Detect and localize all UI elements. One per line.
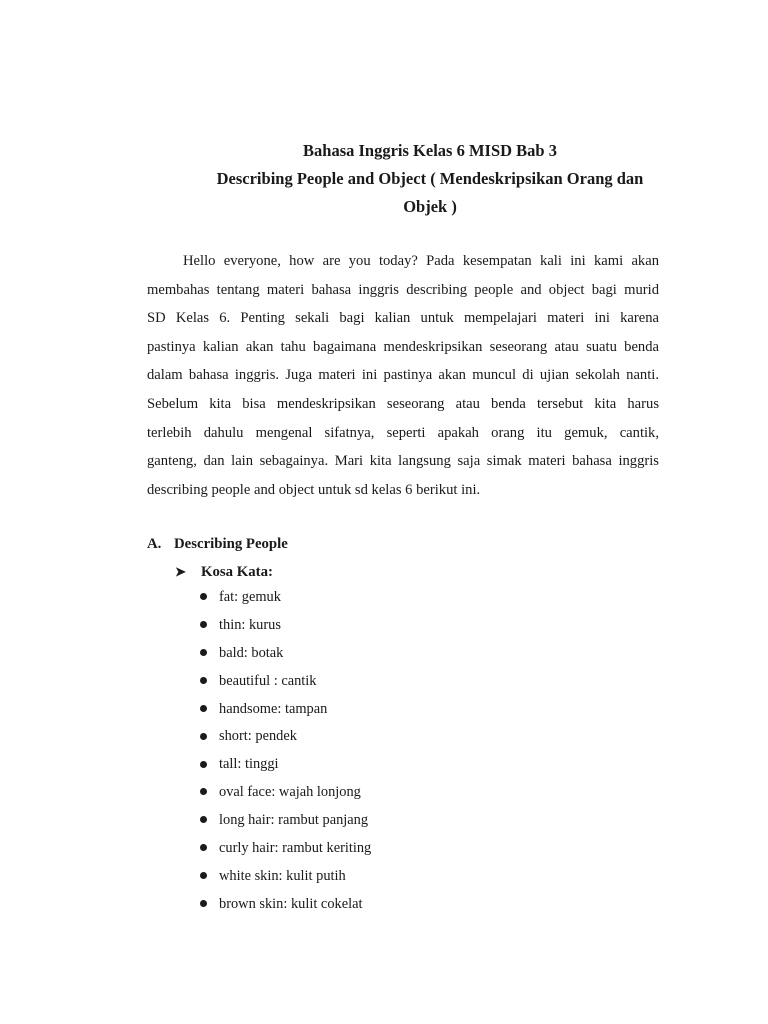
intro-paragraph (147, 247, 659, 504)
bullet-icon (200, 621, 207, 628)
bullet-icon (200, 844, 207, 851)
intro-line: describing people and object untuk sd kelas 6 berikut ini. (147, 481, 481, 498)
vocab-entry: oval face: wajah lonjong (219, 784, 361, 801)
list-item (200, 807, 371, 835)
intro-line: pastinya kalian akan tahu bagaimana mendeskripsikan seseorang atau suatu benda (147, 338, 659, 355)
kosa-kata-label: Kosa Kata: (201, 564, 273, 580)
section-a-marker: A. (147, 536, 162, 552)
list-item (200, 751, 371, 779)
document-title-line-3: Objek ) (403, 197, 457, 216)
document-title-line-1: Bahasa Inggris Kelas 6 MISD Bab 3 (303, 141, 557, 160)
vocab-list (200, 584, 371, 919)
list-item (200, 779, 371, 807)
intro-line: membahas tentang materi bahasa inggris describing people and object bagi murid (147, 281, 659, 298)
list-item (200, 696, 371, 724)
list-item (200, 891, 371, 919)
document-title-line-2: Describing People and Object ( Mendeskripsikan Orang dan (216, 169, 644, 188)
vocab-entry: long hair: rambut panjang (219, 812, 369, 829)
vocab-entry: tall: tinggi (219, 756, 279, 773)
list-item (200, 835, 371, 863)
vocab-entry: brown skin: kulit cokelat (219, 895, 363, 912)
bullet-icon (200, 900, 207, 907)
vocab-entry: short: pendek (219, 728, 297, 745)
vocab-entry: thin: kurus (219, 616, 281, 633)
bullet-icon (200, 649, 207, 656)
bullet-icon (200, 593, 207, 600)
intro-line: SD Kelas 6. Penting sekali bagi kalian untuk mempelajari materi ini karena (147, 310, 659, 327)
vocab-entry: bald: botak (219, 644, 284, 661)
intro-line: ganteng, dan lain sebagainya. Mari kita langsung saja simak materi bahasa inggris (147, 453, 659, 470)
bullet-icon (200, 816, 207, 823)
vocab-entry: curly hair: rambut keriting (219, 840, 372, 857)
vocab-entry: fat: gemuk (219, 589, 281, 605)
intro-line: Hello everyone, how are you today? Pada kesempatan kali ini kami akan (183, 253, 659, 269)
bullet-icon (200, 677, 207, 684)
bullet-icon (200, 761, 207, 768)
list-item (200, 863, 371, 891)
intro-line: terlebih dahulu mengenal sifatnya, seperti apakah orang itu gemuk, cantik, (147, 424, 659, 441)
intro-line: Sebelum kita bisa mendeskripsikan seseorang atau benda tersebut kita harus (147, 395, 659, 412)
bullet-icon (200, 733, 207, 740)
vocab-entry: white skin: kulit putih (219, 867, 346, 884)
bullet-icon (200, 788, 207, 795)
vocab-entry: handsome: tampan (219, 700, 328, 717)
section-a-title: Describing People (174, 536, 288, 552)
list-item (200, 584, 371, 612)
section-a-heading (147, 530, 288, 558)
bullet-icon (200, 872, 207, 879)
arrow-bullet-icon: ➤ (175, 564, 186, 579)
vocab-entry: beautiful : cantik (219, 672, 317, 689)
list-item (200, 612, 371, 640)
bullet-icon (200, 705, 207, 712)
list-item (200, 668, 371, 696)
list-item (200, 640, 371, 668)
kosa-kata-heading (175, 558, 273, 586)
intro-line: dalam bahasa inggris. Juga materi ini pastinya akan muncul di ujian sekolah nanti. (147, 367, 659, 384)
list-item (200, 723, 371, 751)
